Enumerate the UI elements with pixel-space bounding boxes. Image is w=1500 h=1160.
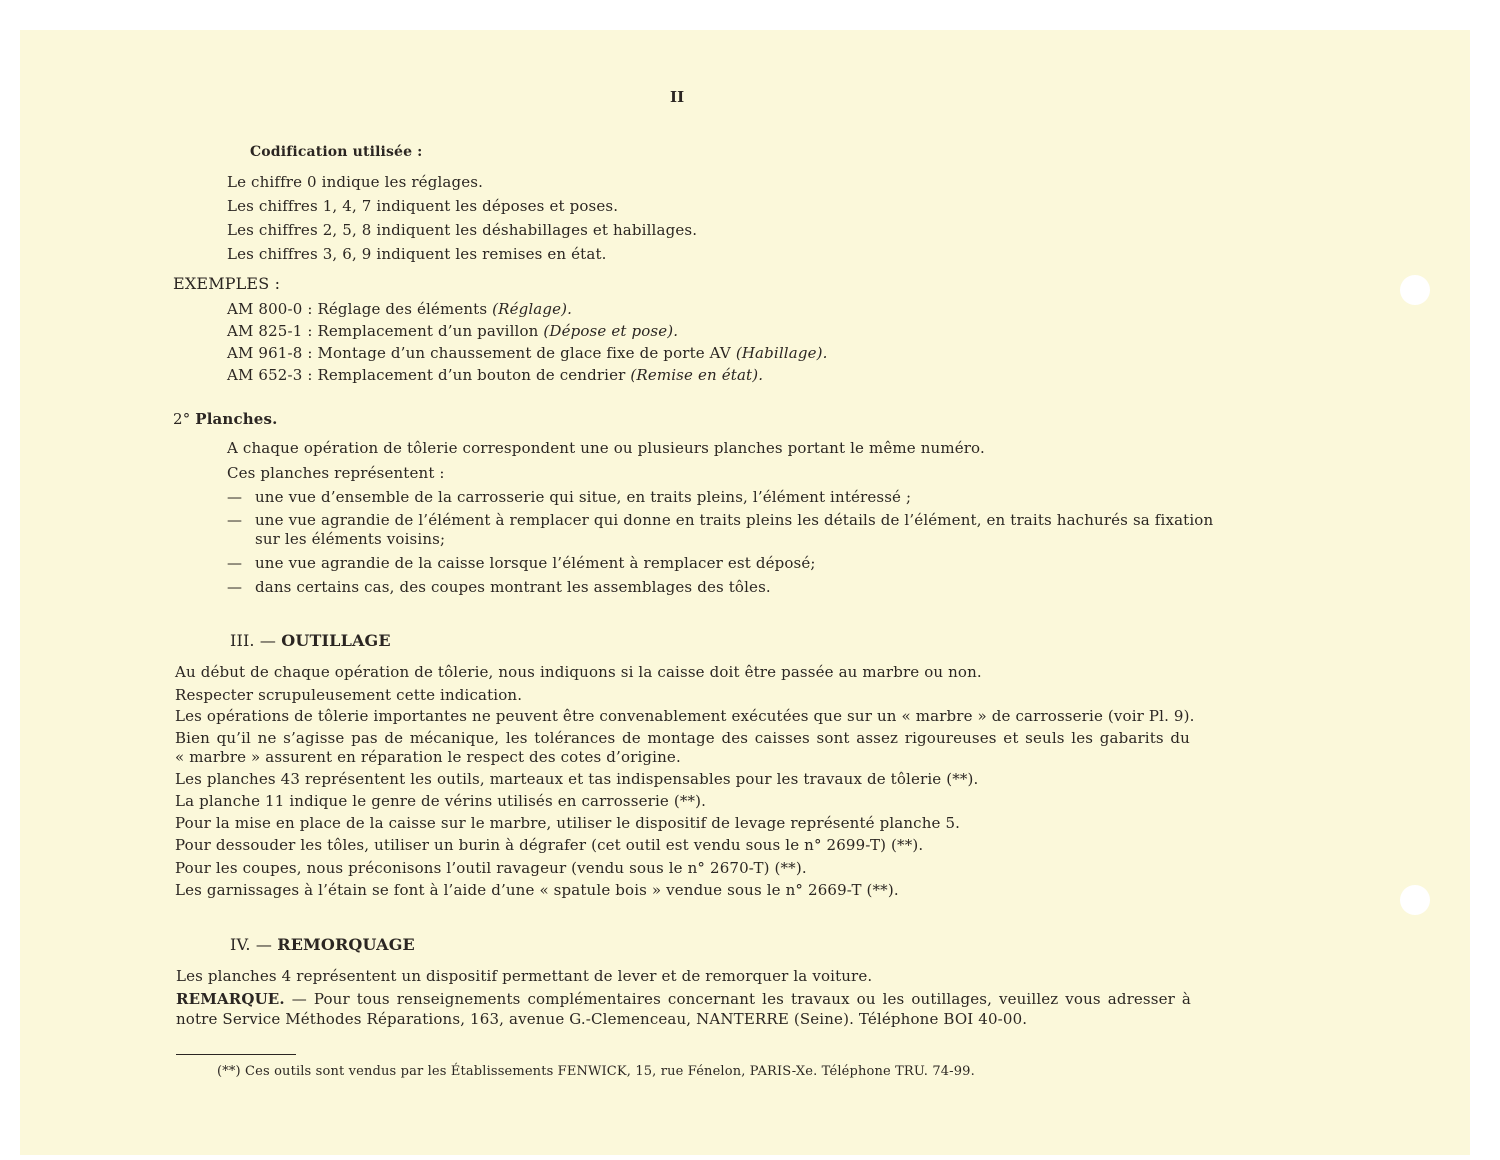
example-item <box>227 366 763 384</box>
example-code: AM 652-3 : <box>227 366 313 384</box>
remarque-line <box>176 990 1191 1008</box>
planches-list-item <box>227 578 771 596</box>
outillage-line: Pour dessouder les tôles, utiliser un burin à dégrafer (cet outil est vendu sous le n° 2699-T) (**). <box>175 836 924 854</box>
planches-lead: Ces planches représentent : <box>227 464 445 482</box>
planches-intro: A chaque opération de tôlerie correspondent une ou plusieurs planches portant le même numéro. <box>227 439 985 457</box>
codification-line: Le chiffre 0 indique les réglages. <box>227 173 484 191</box>
dash-marker: — <box>227 554 243 572</box>
list-item-text: une vue agrandie de l’élément à remplacer qui donne en traits pleins les détails de l’élément, en traits hachurés sa fixation <box>255 511 1214 529</box>
example-text: Réglage des éléments <box>317 300 488 318</box>
list-item-text: une vue d’ensemble de la carrosserie qui situe, en traits pleins, l’élément intéressé ; <box>255 488 912 506</box>
punch-hole <box>1400 885 1430 915</box>
codification-line: Les chiffres 1, 4, 7 indiquent les déposes et poses. <box>227 197 619 215</box>
example-item <box>227 300 572 318</box>
example-text: Montage d’un chaussement de glace fixe de porte AV <box>317 344 731 362</box>
planches-list-item-continued: sur les éléments voisins; <box>255 530 446 548</box>
codification-line: Les chiffres 2, 5, 8 indiquent les déshabillages et habillages. <box>227 221 698 239</box>
codification-heading: Codification utilisée : <box>250 144 423 160</box>
example-note: (Réglage). <box>492 300 573 318</box>
example-code: AM 961-8 : <box>227 344 313 362</box>
outillage-line: Les opérations de tôlerie importantes ne peuvent être convenablement exécutées que sur un « marbre » de carrosserie (voir Pl. 9). <box>175 707 1195 725</box>
list-item-text: dans certains cas, des coupes montrant les assemblages des tôles. <box>255 578 771 596</box>
planches-title: Planches. <box>195 410 278 428</box>
example-note: (Dépose et pose). <box>543 322 679 340</box>
example-text: Remplacement d’un bouton de cendrier <box>317 366 626 384</box>
outillage-line: « marbre » assurent en réparation le respect des cotes d’origine. <box>175 748 681 766</box>
outillage-line: Bien qu’il ne s’agisse pas de mécanique, les tolérances de montage des caisses sont assez rigoureuses et seuls les gabarits du <box>175 729 1190 747</box>
section-numeral: IV. — <box>230 935 272 954</box>
codification-line: Les chiffres 3, 6, 9 indiquent les remises en état. <box>227 245 607 263</box>
remarque-line-2: notre Service Méthodes Réparations, 163, avenue G.-Clemenceau, NANTERRE (Seine). Téléphone BOI 40-00. <box>176 1010 1028 1028</box>
section-title: REMORQUAGE <box>277 935 415 954</box>
planches-list-item <box>227 511 1213 529</box>
example-code: AM 825-1 : <box>227 322 313 340</box>
punch-hole <box>1400 275 1430 305</box>
examples-heading: EXEMPLES : <box>173 274 281 293</box>
planches-number: 2° <box>173 410 191 428</box>
outillage-line: Pour les coupes, nous préconisons l’outil ravageur (vendu sous le n° 2670-T) (**). <box>175 859 807 877</box>
dash-marker: — <box>227 578 243 596</box>
page-number: II <box>670 88 685 106</box>
footnote-rule <box>176 1054 296 1055</box>
outillage-line: Pour la mise en place de la caisse sur le marbre, utiliser le dispositif de levage représenté planche 5. <box>175 814 961 832</box>
outillage-line: Au début de chaque opération de tôlerie, nous indiquons si la caisse doit être passée au marbre ou non. <box>175 663 982 681</box>
section-numeral: III. — <box>230 631 277 650</box>
dash-marker: — <box>227 511 243 529</box>
remarque-label: REMARQUE. <box>176 990 285 1008</box>
example-code: AM 800-0 : <box>227 300 313 318</box>
planches-list-item <box>227 488 911 506</box>
remorquage-line: Les planches 4 représentent un dispositif permettant de lever et de remorquer la voiture. <box>176 967 873 985</box>
outillage-line: Respecter scrupuleusement cette indication. <box>175 686 523 704</box>
section-title: OUTILLAGE <box>281 631 391 650</box>
section-iv-heading <box>230 936 415 954</box>
remarque-text: — Pour tous renseignements complémentaires concernant les travaux ou les outillages, veuillez vous adresser à <box>291 990 1192 1008</box>
outillage-line: Les garnissages à l’étain se font à l’aide d’une « spatule bois » vendue sous le n° 2669-T (**). <box>175 881 899 899</box>
outillage-line: La planche 11 indique le genre de vérins utilisés en carrosserie (**). <box>175 792 707 810</box>
example-item <box>227 344 828 362</box>
planches-heading <box>173 410 277 428</box>
example-item <box>227 322 678 340</box>
planches-list-item <box>227 554 816 572</box>
section-iii-heading <box>230 632 391 650</box>
list-item-text: une vue agrandie de la caisse lorsque l’élément à remplacer est déposé; <box>255 554 816 572</box>
example-text: Remplacement d’un pavillon <box>317 322 539 340</box>
outillage-line: Les planches 43 représentent les outils, marteaux et tas indispensables pour les travaux de tôlerie (**). <box>175 770 979 788</box>
dash-marker: — <box>227 488 243 506</box>
example-note: (Habillage). <box>735 344 828 362</box>
footnote: (**) Ces outils sont vendus par les Établissements FENWICK, 15, rue Fénelon, PARIS-Xe. Téléphone TRU. 74-99. <box>217 1064 975 1079</box>
example-note: (Remise en état). <box>630 366 764 384</box>
